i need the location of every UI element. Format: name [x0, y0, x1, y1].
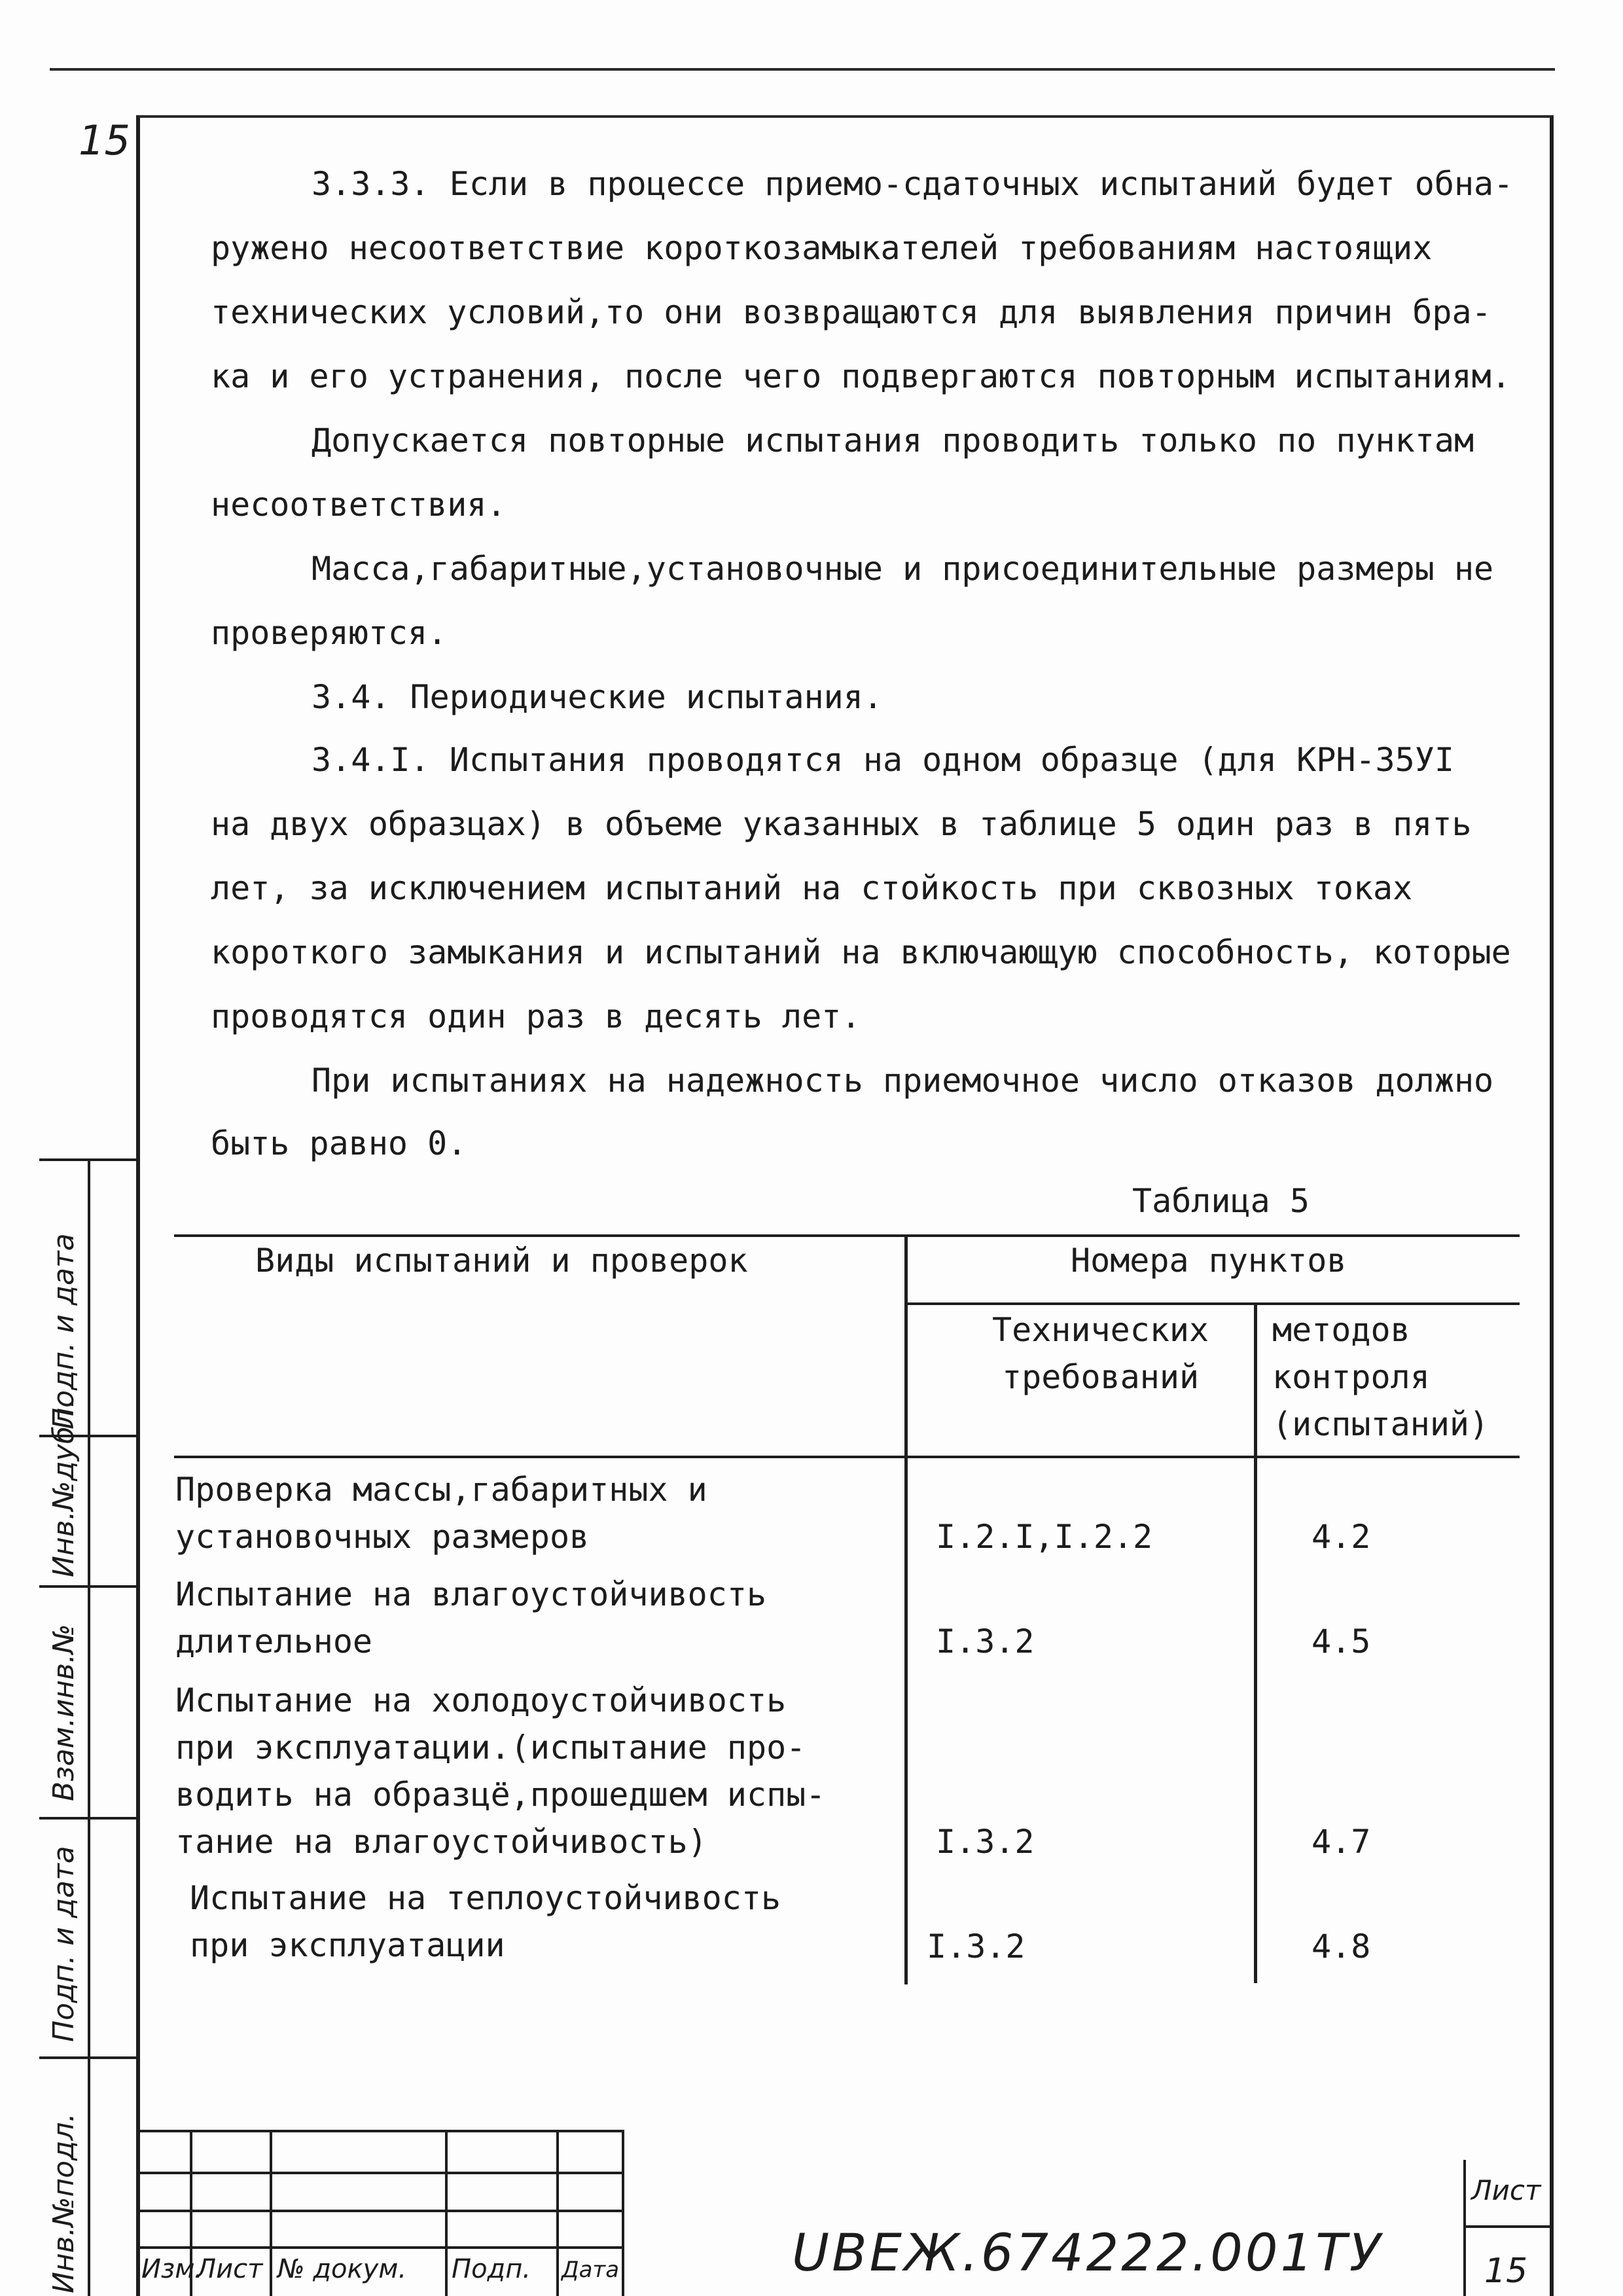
- row-name: Проверка массы,габаритных и установочных размеров: [175, 1471, 707, 1556]
- title-col-list: Лист: [196, 2254, 263, 2284]
- side-label-inv-podl: Инв.№подл.: [47, 2113, 80, 2293]
- header-col1: Виды испытаний и проверок: [255, 1242, 748, 1280]
- title-block-divider: [556, 2130, 559, 2296]
- row-method: 4.5: [1311, 1623, 1371, 1660]
- p5-line4: короткого замыкания и испытаний на включающую способность, которые: [211, 933, 1511, 971]
- title-block-divider: [270, 2130, 272, 2296]
- sheet-label: Лист: [1471, 2174, 1541, 2206]
- sheet-box-left: [1463, 2160, 1466, 2296]
- title-col-podp: Подп.: [452, 2254, 531, 2284]
- p6-line2: быть равно 0.: [211, 1124, 467, 1162]
- p2-line1: Допускается повторные испытания проводить только по пунктам: [312, 422, 1474, 459]
- table-col-divider-2: [1254, 1302, 1257, 1983]
- table-group-rule: [906, 1302, 1520, 1305]
- side-label-podp-data-1: Подп. и дата: [47, 1846, 80, 2042]
- side-label-podp-data-2: Подп. и дата: [47, 1233, 80, 1429]
- title-block-rule: [136, 2172, 623, 2174]
- side-label-vzam-inv: Взам.инв.№: [47, 1624, 80, 1801]
- document-number: UВЕЖ.674222.001ТУ: [792, 2224, 1383, 2283]
- row-tech: I.3.2: [936, 1823, 1035, 1861]
- p5-line2: на двух образцах) в объеме указанных в таблице 5 один раз в пять: [211, 805, 1472, 843]
- title-block-divider: [445, 2130, 448, 2296]
- side-strip-rule: [39, 1158, 136, 1161]
- corner-page-number: 15: [79, 117, 130, 164]
- title-block-rule: [136, 2210, 623, 2212]
- row-tech: I.2.I,I.2.2: [936, 1518, 1153, 1556]
- row-name: Испытание на теплоустойчивость при эксплуатации: [190, 1879, 781, 1964]
- table-header-rule: [174, 1456, 1520, 1458]
- title-block-rule: [136, 2246, 623, 2249]
- header-col3: методов контроля (испытаний): [1272, 1311, 1489, 1443]
- top-rule: [50, 68, 1555, 71]
- p1-line3: технических условий,то они возвращаются для выявления причин бра-: [211, 293, 1491, 331]
- sheet-number: 15: [1484, 2251, 1528, 2291]
- p1-line4: ка и его устранения, после чего подвергаются повторным испытаниям.: [211, 357, 1511, 395]
- header-col2: Технических требований: [992, 1311, 1209, 1396]
- title-col-data: Дата: [562, 2257, 620, 2283]
- p3-line2: проверяются.: [211, 614, 448, 652]
- title-col-dokum: № докум.: [277, 2254, 407, 2284]
- p5-line3: лет, за исключением испытаний на стойкость при сквозных токах: [211, 869, 1413, 907]
- table-caption: Таблица 5: [1132, 1182, 1310, 1220]
- p3-line1: Масса,габаритные,установочные и присоединительные размеры не: [312, 550, 1494, 588]
- table-col-divider-1: [904, 1234, 908, 1984]
- p1-line1: 3.3.3. Если в процессе приемо-сдаточных испытаний будет обна-: [312, 165, 1514, 203]
- section-heading: 3.4. Периодические испытания.: [312, 678, 883, 716]
- side-strip-divider: [88, 1158, 90, 2296]
- p1-line2: ружено несоответствие короткозамыкателей требованиям настоящих: [211, 229, 1433, 267]
- row-method: 4.7: [1311, 1823, 1371, 1861]
- p5-line1: 3.4.I. Испытания проводятся на одном образце (для КРН-35УI: [312, 741, 1454, 779]
- row-name: Испытание на холодоустойчивость при эксплуатации.(испытание про- водить на образцё,прошедшем испы- тание на влагоустойчивость): [175, 1681, 826, 1861]
- row-tech: I.3.2: [936, 1623, 1035, 1660]
- row-tech: I.3.2: [927, 1928, 1026, 1965]
- sheet-box-rule: [1463, 2225, 1554, 2228]
- title-block-divider: [622, 2130, 624, 2296]
- p5-line5: проводятся один раз в десять лет.: [211, 997, 861, 1035]
- title-col-izm: Изм.: [141, 2254, 204, 2284]
- side-label-inv-dubl: Инв.№дубл.: [47, 1398, 80, 1577]
- p6-line1: При испытаниях на надежность приемочное число отказов должно: [312, 1062, 1494, 1100]
- title-block-rule: [136, 2130, 623, 2132]
- row-name: Испытание на влагоустойчивость длительное: [175, 1575, 767, 1660]
- side-strip-rule: [39, 1817, 136, 1820]
- side-strip-rule: [39, 1585, 136, 1588]
- p2-line2: несоответствия.: [211, 486, 507, 524]
- row-method: 4.8: [1311, 1928, 1371, 1965]
- header-group: Номера пунктов: [1071, 1242, 1347, 1280]
- row-method: 4.2: [1311, 1518, 1371, 1556]
- side-strip-rule: [39, 2056, 136, 2059]
